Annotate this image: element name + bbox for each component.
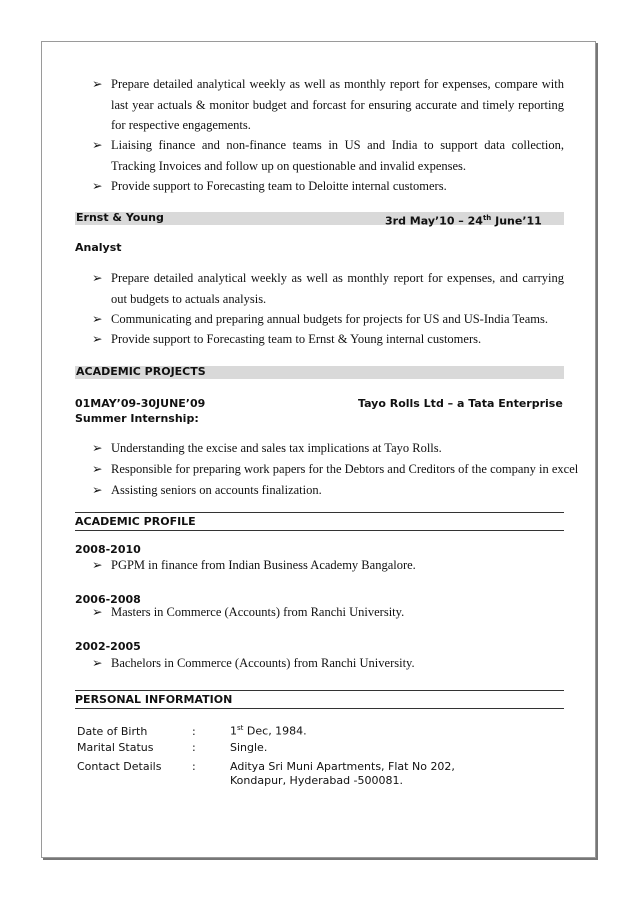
project-dates: 01MAY’09-30JUNE’09 <box>75 397 206 410</box>
field-separator: : <box>192 760 196 773</box>
job-title: Analyst <box>75 241 122 254</box>
list-item: ➢ Provide support to Forecasting team to Ernst & Young internal customers. <box>92 329 564 350</box>
list-item: ➢ PGPM in finance from Indian Business Academy Bangalore. <box>92 558 416 572</box>
bullet-arrow-icon: ➢ <box>92 138 103 152</box>
bullet-arrow-icon: ➢ <box>92 441 103 455</box>
contact-address-line-2: Kondapur, Hyderabad -500081. <box>230 774 404 787</box>
marital-label: Marital Status <box>77 741 154 754</box>
bullet-arrow-icon: ➢ <box>92 605 103 619</box>
bullet-arrow-icon: ➢ <box>92 179 103 193</box>
list-item: ➢ Communicating and preparing annual budgets for projects for US and US-India Teams. <box>92 309 564 330</box>
list-item: ➢ Masters in Commerce (Accounts) from Ranchi University. <box>92 605 405 619</box>
dob-label: Date of Birth <box>77 725 148 738</box>
bullet-arrow-icon: ➢ <box>92 558 103 572</box>
list-item: ➢ Prepare detailed analytical weekly as well as monthly report for expenses, compare with last year actuals & monitor budget and forcast for ensuring accurate and timely reporting for respective engagements. <box>92 74 564 136</box>
project-title: Summer Internship: <box>75 412 199 425</box>
employer-bar <box>75 211 564 228</box>
bullet-arrow-icon: ➢ <box>92 462 103 476</box>
employment-dates: 3rd May’10 – 24th June’11 <box>385 214 542 228</box>
list-item: ➢ Responsible for preparing work papers for the Debtors and Creditors of the company in excel <box>92 459 572 480</box>
section-rule <box>75 512 564 513</box>
list-item: ➢ Understanding the excise and sales tax implications at Tayo Rolls. <box>92 438 564 459</box>
section-heading: ACADEMIC PROFILE <box>75 515 196 528</box>
list-item: ➢ Assisting seniors on accounts finalization. <box>92 480 564 501</box>
marital-value: Single. <box>230 741 268 754</box>
bullet-arrow-icon: ➢ <box>92 271 103 285</box>
education-years: 2006-2008 <box>75 593 141 606</box>
field-separator: : <box>192 741 196 754</box>
section-heading-bar <box>75 366 564 379</box>
section-heading: ACADEMIC PROJECTS <box>76 365 206 378</box>
section-rule <box>75 708 564 709</box>
bullet-arrow-icon: ➢ <box>92 312 103 326</box>
bullet-arrow-icon: ➢ <box>92 332 103 346</box>
education-years: 2002-2005 <box>75 640 141 653</box>
section-rule <box>75 530 564 531</box>
education-years: 2008-2010 <box>75 543 141 556</box>
bullet-arrow-icon: ➢ <box>92 483 103 497</box>
list-item: ➢ Liaising finance and non-finance teams in US and India to support data collection, Tracking Invoices and follow up on questionable and invalid expenses. <box>92 135 564 176</box>
project-company: Tayo Rolls Ltd – a Tata Enterprise <box>358 397 563 410</box>
dob-value: 1st Dec, 1984. <box>230 724 307 738</box>
list-item: ➢ Provide support to Forecasting team to Deloitte internal customers. <box>92 176 564 197</box>
employer-name: Ernst & Young <box>76 211 164 224</box>
section-rule <box>75 690 564 691</box>
contact-address-line-1: Aditya Sri Muni Apartments, Flat No 202, <box>230 760 455 773</box>
section-heading: PERSONAL INFORMATION <box>75 693 233 706</box>
list-item: ➢ Prepare detailed analytical weekly as well as monthly report for expenses, and carrying out budgets to actuals analysis. <box>92 268 564 309</box>
list-item: ➢ Bachelors in Commerce (Accounts) from Ranchi University. <box>92 656 415 670</box>
bullet-arrow-icon: ➢ <box>92 656 103 670</box>
contact-label: Contact Details <box>77 760 162 773</box>
field-separator: : <box>192 725 196 738</box>
bullet-arrow-icon: ➢ <box>92 77 103 91</box>
